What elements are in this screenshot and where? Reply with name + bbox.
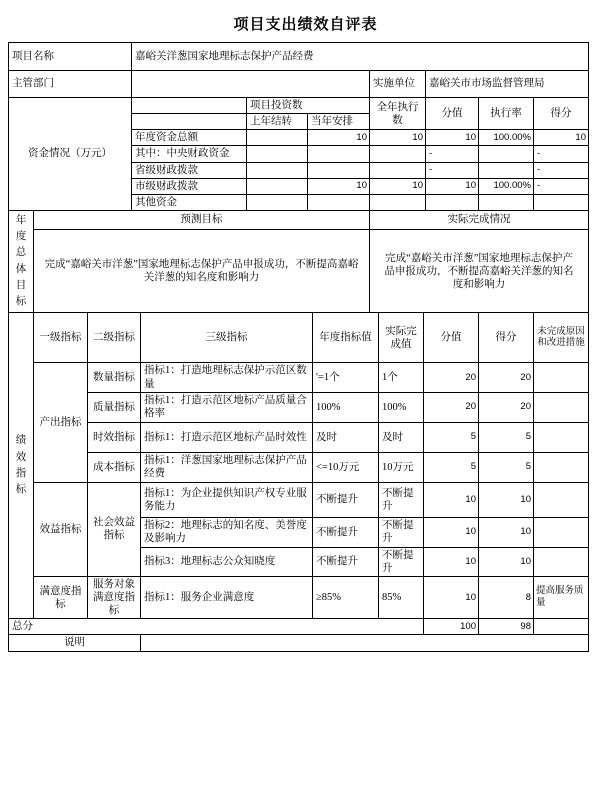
- funding-col-current: 当年安排: [308, 114, 370, 130]
- indicator-text: 指标1：打造地理标志保护示范区数量: [141, 363, 313, 392]
- score-cell: 5: [479, 452, 534, 482]
- target-value: 不断提升: [313, 547, 379, 576]
- unit-value: 嘉峪关市市场监督管理局: [426, 71, 589, 98]
- level2-service: 服务对象满意度指标: [88, 576, 141, 618]
- indicator-text: 指标1：为企业提供知识产权专业服务能力: [141, 482, 313, 517]
- funding-rate: [479, 194, 534, 210]
- funding-current: 10: [308, 130, 370, 146]
- funding-col-executed: 全年执行数: [370, 98, 426, 130]
- target-value: '=1个: [313, 363, 379, 392]
- value-cell: 10: [424, 517, 479, 547]
- level1-benefit: 效益指标: [34, 482, 88, 576]
- target-value: 不断提升: [313, 482, 379, 517]
- total-score-table: [8, 618, 589, 635]
- indicators-header-row: [9, 313, 589, 363]
- actual-value: 不断提升: [379, 547, 424, 576]
- total-label: 总分: [9, 619, 424, 635]
- funding-item-name: 其他资金: [132, 194, 247, 210]
- funding-value: [426, 194, 479, 210]
- reason-cell: [534, 517, 589, 547]
- funding-current: 10: [308, 178, 370, 194]
- level1-satisfaction: 满意度指标: [34, 576, 88, 618]
- funding-prev: [247, 162, 308, 178]
- department-label: 主管部门: [9, 71, 132, 98]
- target-value: <=10万元: [313, 452, 379, 482]
- actual-value: 及时: [379, 422, 424, 452]
- funding-empty-header-2: [132, 114, 247, 130]
- value-cell: 10: [424, 482, 479, 517]
- funding-prev: [247, 130, 308, 146]
- funding-executed: 10: [370, 178, 426, 194]
- actual-value: 不断提升: [379, 482, 424, 517]
- funding-executed: [370, 194, 426, 210]
- funding-rate: [479, 146, 534, 162]
- reason-cell: [534, 422, 589, 452]
- score-cell: 10: [479, 517, 534, 547]
- reason-cell: 提高服务质量: [534, 576, 589, 618]
- indicators-table: [8, 312, 589, 619]
- funding-section-label: 资金情况（万元）: [9, 98, 132, 211]
- funding-prev: [247, 194, 308, 210]
- score-cell: 20: [479, 363, 534, 392]
- funding-value: 10: [426, 178, 479, 194]
- info-table: [8, 42, 589, 98]
- target-value: ≥85%: [313, 576, 379, 618]
- funding-empty-header: [132, 98, 247, 114]
- indicator-row-timeliness: [9, 422, 589, 452]
- funding-score: -: [534, 146, 589, 162]
- level2-social: 社会效益指标: [88, 482, 141, 576]
- funding-value: -: [426, 146, 479, 162]
- level1-output: 产出指标: [34, 363, 88, 482]
- department-value: [132, 71, 370, 98]
- goal-actual-text: 完成“嘉峪关市洋葱”国家地理标志保护产品申报成功，不断提高嘉峪关洋葱的知名度和影响力: [370, 230, 589, 313]
- actual-value: 85%: [379, 576, 424, 618]
- funding-col-score: 得分: [534, 98, 589, 130]
- goal-actual-header: 实际完成情况: [370, 210, 589, 229]
- funding-current: [308, 146, 370, 162]
- note-table: [8, 634, 589, 651]
- indicator-row-cost: [9, 452, 589, 482]
- header-reason: 未完成原因和改进措施: [534, 313, 589, 363]
- indicator-text: 指标1：服务企业满意度: [141, 576, 313, 618]
- funding-item-name: 年度资金总额: [132, 130, 247, 146]
- reason-cell: [534, 363, 589, 392]
- score-cell: 20: [479, 392, 534, 422]
- funding-item-name: 其中：中央财政资金: [132, 146, 247, 162]
- score-cell: 8: [479, 576, 534, 618]
- goal-header-row: [9, 210, 589, 229]
- value-cell: 5: [424, 422, 479, 452]
- value-cell: 20: [424, 363, 479, 392]
- header-target: 年度指标值: [313, 313, 379, 363]
- header-score: 得分: [479, 313, 534, 363]
- funding-rate: [479, 162, 534, 178]
- score-cell: 10: [479, 547, 534, 576]
- level2-timeliness: 时效指标: [88, 422, 141, 452]
- header-actual: 实际完成值: [379, 313, 424, 363]
- goal-predicted-header: 预测目标: [34, 210, 370, 229]
- project-name-value: 嘉峪关洋葱国家地理标志保护产品经费: [132, 43, 589, 71]
- funding-rate: 100.00%: [479, 178, 534, 194]
- score-cell: 10: [479, 482, 534, 517]
- project-name-label: 项目名称: [9, 43, 132, 71]
- funding-value: -: [426, 162, 479, 178]
- funding-col-prev: 上年结转: [247, 114, 308, 130]
- funding-item-name: 省级财政拨款: [132, 162, 247, 178]
- level2-quality: 质量指标: [88, 392, 141, 422]
- note-label: 说明: [9, 635, 141, 651]
- funding-header-row-1: [9, 98, 589, 114]
- reason-cell: [534, 547, 589, 576]
- funding-current: [308, 162, 370, 178]
- note-content: [141, 635, 589, 651]
- reason-cell: [534, 482, 589, 517]
- project-name-row: [9, 43, 589, 71]
- value-cell: 20: [424, 392, 479, 422]
- target-value: 100%: [313, 392, 379, 422]
- level2-quantity: 数量指标: [88, 363, 141, 392]
- evaluation-table: [8, 42, 588, 652]
- funding-item-name: 市级财政拨款: [132, 178, 247, 194]
- funding-score: 10: [534, 130, 589, 146]
- value-cell: 5: [424, 452, 479, 482]
- actual-value: 1个: [379, 363, 424, 392]
- header-level2: 二级指标: [88, 313, 141, 363]
- goal-content-row: [9, 230, 589, 313]
- indicator-row-quality: [9, 392, 589, 422]
- department-row: [9, 71, 589, 98]
- header-value: 分值: [424, 313, 479, 363]
- actual-value: 不断提升: [379, 517, 424, 547]
- value-cell: 10: [424, 547, 479, 576]
- funding-current: [308, 194, 370, 210]
- reason-cell: [534, 452, 589, 482]
- actual-value: 10万元: [379, 452, 424, 482]
- funding-table: [8, 97, 589, 211]
- indicator-row-quantity: [9, 363, 589, 392]
- score-cell: 5: [479, 422, 534, 452]
- indicator-text: 指标1：打造示范区地标产品质量合格率: [141, 392, 313, 422]
- level2-cost: 成本指标: [88, 452, 141, 482]
- total-score-row: [9, 619, 589, 635]
- funding-value: 10: [426, 130, 479, 146]
- funding-score: -: [534, 178, 589, 194]
- funding-executed: [370, 162, 426, 178]
- header-level1: 一级指标: [34, 313, 88, 363]
- target-value: 不断提升: [313, 517, 379, 547]
- funding-score: -: [534, 162, 589, 178]
- funding-col-investment: 项目投资数: [247, 98, 370, 114]
- target-value: 及时: [313, 422, 379, 452]
- goal-predicted-text: 完成“嘉峪关市洋葱”国家地理标志保护产品申报成功，不断提高嘉峪关洋葱的知名度和影响力: [34, 230, 370, 313]
- indicator-text: 指标3：地理标志公众知晓度: [141, 547, 313, 576]
- funding-col-rate: 执行率: [479, 98, 534, 130]
- funding-executed: 10: [370, 130, 426, 146]
- funding-col-value: 分值: [426, 98, 479, 130]
- actual-value: 100%: [379, 392, 424, 422]
- total-score: 98: [479, 619, 534, 635]
- note-row: [9, 635, 589, 651]
- total-value: 100: [424, 619, 479, 635]
- funding-score: [534, 194, 589, 210]
- funding-executed: [370, 146, 426, 162]
- page-title: 项目支出绩效自评表: [233, 16, 378, 33]
- indicator-text: 指标2：地理标志的知名度、美誉度及影响力: [141, 517, 313, 547]
- total-reason-empty: [534, 619, 589, 635]
- annual-goal-table: [8, 210, 589, 314]
- indicator-row-satisfaction: [9, 576, 589, 618]
- indicators-section-label: 绩效指标: [9, 313, 34, 619]
- annual-goal-section-label: 年度总体目标: [9, 210, 34, 313]
- unit-label: 实施单位: [370, 71, 426, 98]
- funding-prev: [247, 146, 308, 162]
- header-level3: 三级指标: [141, 313, 313, 363]
- indicator-text: 指标1：洋葱国家地理标志保护产品经费: [141, 452, 313, 482]
- funding-rate: 100.00%: [479, 130, 534, 146]
- value-cell: 10: [424, 576, 479, 618]
- reason-cell: [534, 392, 589, 422]
- indicator-row-benefit-1: [9, 482, 589, 517]
- funding-prev: [247, 178, 308, 194]
- indicator-text: 指标1：打造示范区地标产品时效性: [141, 422, 313, 452]
